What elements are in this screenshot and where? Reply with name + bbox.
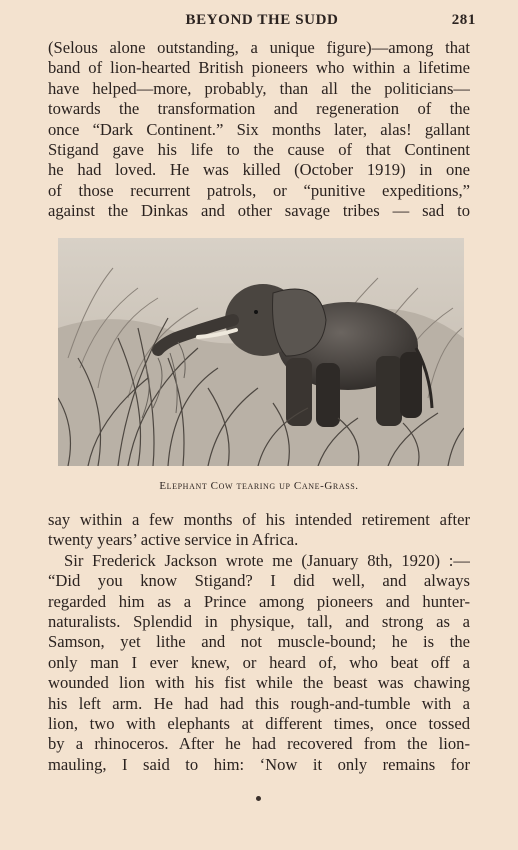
text-line: by a rhinoceros. After he had recovered from the lion- (48, 734, 470, 754)
text-line: Stigand gave his life to the cause of that Continent (48, 139, 470, 159)
figure-caption: Elephant Cow tearing up Cane-Grass. (159, 480, 359, 492)
elephant-illustration (58, 238, 464, 466)
text-line: towards the transformation and regeneration of the (48, 99, 470, 119)
paragraph-top (48, 38, 470, 222)
page-dot (256, 796, 261, 801)
page-number: 281 (451, 12, 476, 28)
text-line: naturalists. Splendid in physique, tall, and strong as a (48, 611, 470, 631)
text-line: mauling, I said to him: ‘Now it only remains for (48, 754, 470, 774)
text-line: Samson, yet lithe and not muscle-bound; he is the (48, 632, 470, 652)
text-line: of those recurrent patrols, or “punitive expeditions,” (48, 180, 470, 200)
text-line: wounded lion with his fist while the beast was chawing (48, 673, 470, 693)
text-line: against the Dinkas and other savage tribes — sad to (48, 201, 470, 221)
text-line: (Selous alone outstanding, a unique figure)—among that (48, 38, 470, 57)
text-line: once “Dark Continent.” Six months later, alas! gallant (48, 119, 470, 139)
text-line: regarded him as a Prince among pioneers and hunter- (48, 591, 470, 611)
text-line: say within a few months of his intended retirement after (48, 510, 470, 529)
text-line: only man I ever knew, or heard of, who beat off a (48, 652, 470, 672)
running-header (48, 12, 476, 32)
text-line: band of lion-hearted British pioneers who within a lifetime (48, 58, 470, 78)
text-line: Sir Frederick Jackson wrote me (January 8th, 1920) :— (64, 550, 470, 570)
text-line: “Did you know Stigand? I did well, and always (48, 571, 470, 591)
paragraph-bottom (48, 510, 470, 775)
text-line: he had loved. He was killed (October 1919) in one (48, 160, 470, 180)
text-line: his left arm. He had had this rough-and-tumble with a (48, 693, 470, 713)
text-line: twenty years’ active service in Africa. (48, 530, 299, 550)
running-title: BEYOND THE SUDD (185, 12, 339, 28)
text-line: lion, two with elephants at different times, once tossed (48, 713, 470, 733)
text-line: have helped—more, probably, than all the politicians— (48, 78, 470, 98)
